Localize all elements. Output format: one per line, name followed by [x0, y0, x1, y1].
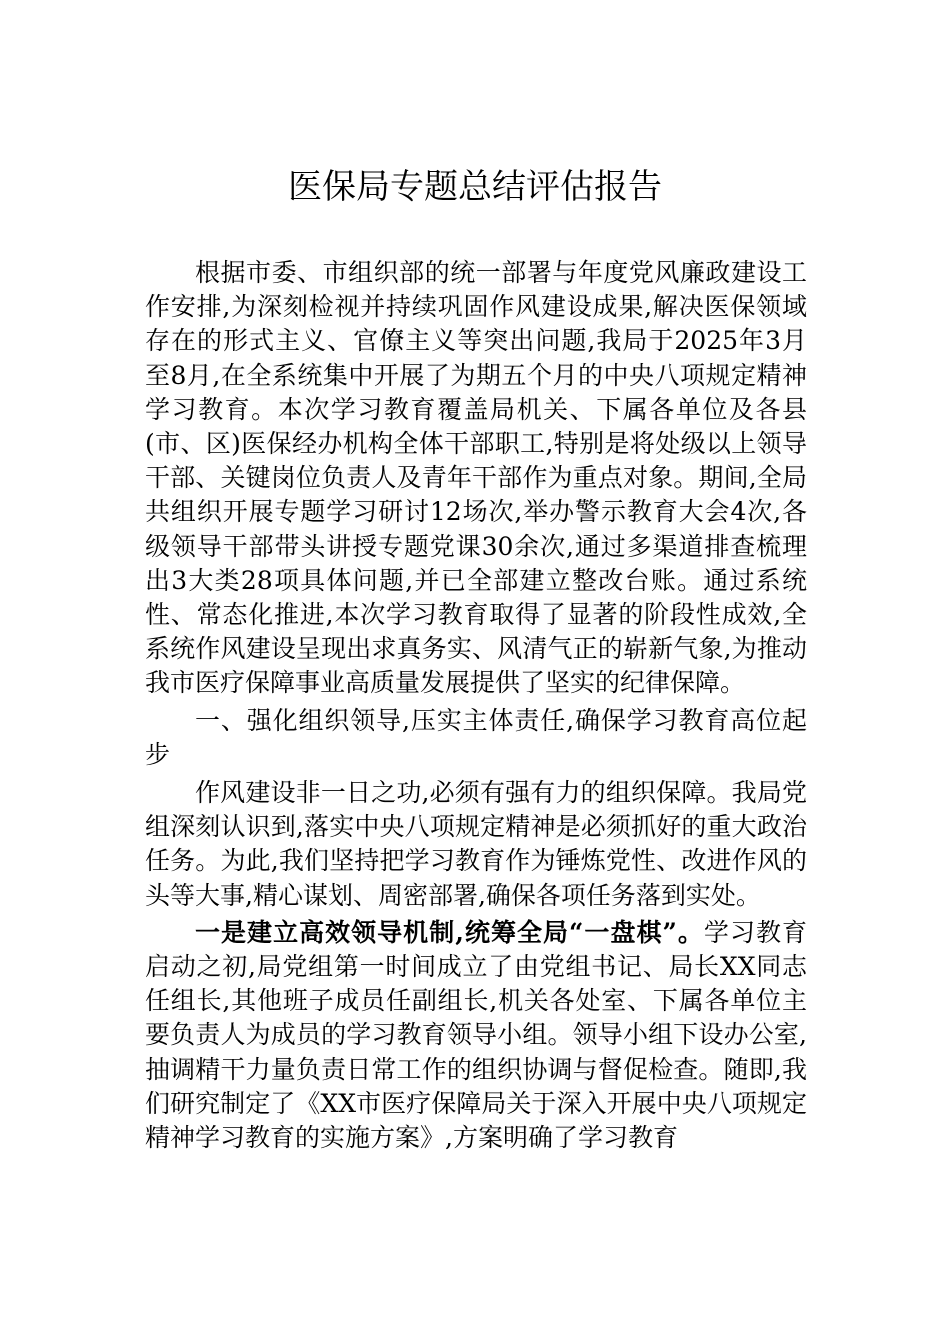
point-1-lead: 一是建立高效领导机制,统筹全局“一盘棋”。 [195, 917, 704, 947]
section-1-point-1 [145, 916, 807, 1155]
section-heading-1: 一、强化组织领导,压实主体责任,确保学习教育高位起步 [145, 705, 807, 769]
section-1-paragraph: 作风建设非一日之功,必须有强有力的组织保障。我局党组深刻认识到,落实中央八项规定精神是必须抓好的重大政治任务。为此,我们坚持把学习教育作为锤炼党性、改进作风的头等大事,精心谋划、周密部署,确保各项任务落到实处。 [145, 778, 807, 910]
document-body [145, 256, 807, 1158]
intro-paragraph: 根据市委、市组织部的统一部署与年度党风廉政建设工作安排,为深刻检视并持续巩固作风建设成果,解决医保领域存在的形式主义、官僚主义等突出问题,我局于2025年3月至8月,在全系统集中开展了为期五个月的中央八项规定精神学习教育。本次学习教育覆盖局机关、下属各单位及各县(市、区)医保经办机构全体干部职工,特别是将处级以上领导干部、关键岗位负责人及青年干部作为重点对象。期间,全局共组织开展专题学习研讨12场次,举办警示教育大会4次,各级领导干部带头讲授专题党课30余次,通过多渠道排查梳理出3大类28项具体问题,并已全部建立整改台账。通过系统性、常态化推进,本次学习教育取得了显著的阶段性成效,全系统作风建设呈现出求真务实、风清气正的崭新气象,为推动我市医疗保障事业高质量发展提供了坚实的纪律保障。 [145, 258, 807, 698]
document-title: 医保局专题总结评估报告 [288, 167, 662, 207]
point-1-text: 学习教育启动之初,局党组第一时间成立了由党组书记、局长XX同志任组长,其他班子成员任副组长,机关各处室、下属各单位主要负责人为成员的学习教育领导小组。领导小组下设办公室,抽调精干力量负责日常工作的组织协调与督促检查。随即,我们研究制定了《XX市医疗保障局关于深入开展中央八项规定精神学习教育的实施方案》,方案明确了学习教育 [145, 917, 807, 1153]
